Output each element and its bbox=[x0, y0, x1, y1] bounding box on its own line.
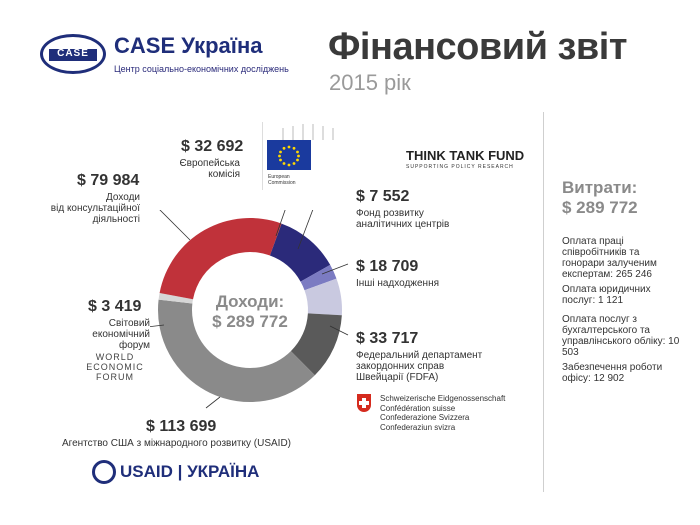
ec-logo-text: European Commission bbox=[268, 174, 296, 186]
other-label: Інші надходження bbox=[356, 278, 440, 289]
wef-label bbox=[60, 318, 150, 351]
usaid-seal-icon bbox=[92, 460, 116, 484]
expenses-total: $ 289 772 bbox=[562, 198, 638, 217]
wef-logo: WORLD ECONOMIC FORUM bbox=[86, 352, 144, 382]
case-logo-text: CASE bbox=[57, 48, 89, 59]
fdfa-label-line: закордонних справ bbox=[356, 361, 445, 372]
expense-item-office: Забезпечення роботи офісу: 12 902 bbox=[562, 362, 663, 384]
eu-flag-icon bbox=[267, 140, 311, 170]
consult-label-line: Доходи bbox=[106, 192, 140, 203]
swiss-line: Confederaziun svizra bbox=[380, 422, 456, 432]
case-logo bbox=[40, 34, 106, 74]
wef-label-line: Світовий bbox=[108, 318, 150, 329]
ec-amount: $ 32 692 bbox=[181, 138, 244, 155]
leader-usaid bbox=[206, 397, 220, 408]
think-tank-fund-logo: THINK TANK FUND bbox=[406, 148, 525, 163]
usaid-ukraine-logo: USAID | УКРАЇНА bbox=[120, 462, 260, 481]
consult-amount: $ 79 984 bbox=[77, 172, 140, 189]
report-year: 2015 рік bbox=[329, 70, 411, 95]
swiss-line: Confédération suisse bbox=[380, 403, 456, 413]
expense-item-legal: Оплата юридичних послуг: 1 121 bbox=[562, 284, 651, 306]
consult-label-line: діяльності bbox=[92, 214, 140, 225]
fdfa-label bbox=[356, 350, 482, 383]
expense-item-salaries: Оплата праці співробітників та гонорари залученим експертам: 265 246 bbox=[562, 236, 657, 280]
vertical-divider bbox=[543, 112, 544, 492]
swiss-line: Confederazione Svizzera bbox=[380, 413, 470, 422]
fdfa-label-line: Швейцарії (FDFA) bbox=[356, 372, 439, 383]
expenses-title: Витрати: bbox=[562, 178, 638, 197]
usaid-label: Агентство США з міжнародного розвитку (USAID) bbox=[62, 438, 291, 449]
donut-slice-6 bbox=[160, 218, 282, 299]
wef-amount: $ 3 419 bbox=[88, 298, 142, 315]
ttf-amount: $ 7 552 bbox=[356, 188, 410, 205]
fdfa-amount: $ 33 717 bbox=[356, 330, 419, 347]
think-tank-fund-tagline: SUPPORTING POLICY RESEARCH bbox=[406, 164, 514, 170]
brand-subtitle: Центр соціально-економічних досліджень bbox=[114, 64, 289, 74]
ec-label-line: Європейська bbox=[179, 158, 240, 169]
ttf-label-line: Фонд розвитку bbox=[356, 208, 424, 219]
swiss-cross-icon bbox=[357, 394, 371, 412]
ttf-label-line: аналітичних центрів bbox=[356, 219, 450, 230]
usaid-amount: $ 113 699 bbox=[146, 418, 217, 435]
consult-label-line: від консультаційної bbox=[50, 203, 140, 214]
expense-item-accounting: Оплата послуг з бухгалтерського та управлінського обліку: 10 503 bbox=[562, 314, 680, 358]
page-title: Фінансовий звіт bbox=[328, 26, 627, 68]
brand-name: CASE Україна bbox=[114, 33, 263, 58]
other-amount: $ 18 709 bbox=[356, 258, 419, 275]
ec-label-line: комісія bbox=[208, 169, 240, 180]
wef-label-line: економічний форум bbox=[92, 329, 150, 351]
fdfa-label-line: Федеральний департамент bbox=[356, 350, 483, 361]
leader-consult bbox=[158, 210, 190, 240]
ec-label bbox=[170, 158, 240, 180]
donut-center-title: Доходи: bbox=[215, 292, 285, 311]
consult-label bbox=[40, 192, 140, 225]
ttf-label bbox=[356, 208, 449, 230]
donut-center-total: $ 289 772 bbox=[212, 312, 288, 331]
swiss-line: Schweizerische Eidgenossenschaft bbox=[380, 394, 506, 403]
ec-building-icon bbox=[263, 122, 357, 140]
swiss-confederation-logo bbox=[380, 394, 505, 432]
